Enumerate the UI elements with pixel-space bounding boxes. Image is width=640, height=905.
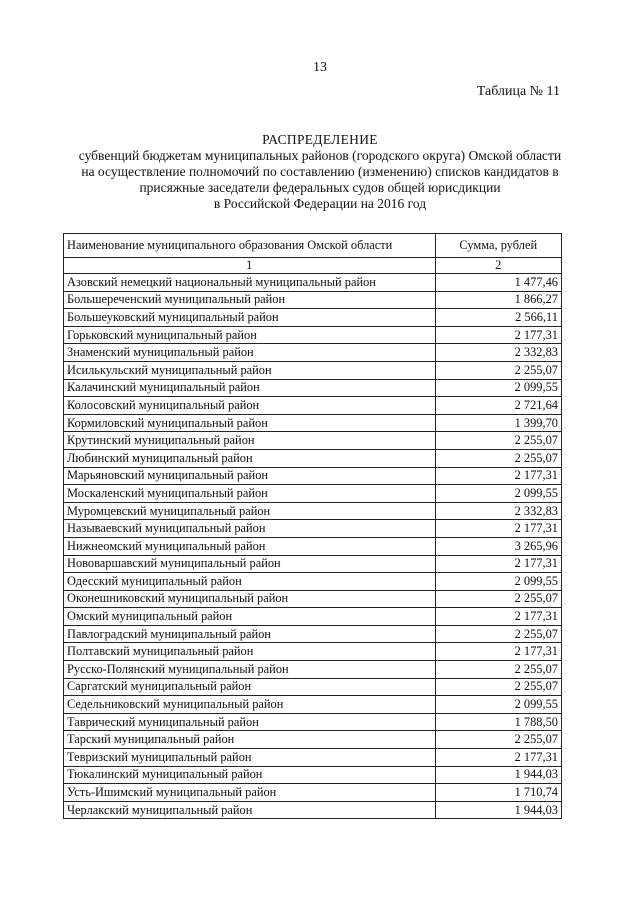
table-row [64,274,562,292]
district-name: Одесский муниципальный район [64,573,436,591]
district-name: Омский муниципальный район [64,608,436,626]
table-row [64,344,562,362]
amount-value: 2 177,31 [435,643,561,661]
district-name: Седельниковский муниципальный район [64,696,436,714]
table-row [64,520,562,538]
table-row [64,801,562,819]
district-name: Русско-Полянский муниципальный район [64,661,436,679]
table-row [64,467,562,485]
amount-value: 2 255,07 [435,590,561,608]
district-name: Крутинский муниципальный район [64,432,436,450]
amount-value: 2 099,55 [435,696,561,714]
table-row [64,608,562,626]
table-row [64,309,562,327]
amount-value: 2 566,11 [435,309,561,327]
table-label: Таблица № 11 [476,84,560,99]
amount-value: 2 177,31 [435,520,561,538]
title-line: на осуществление полномочий по составлению (изменению) списков кандидатов в [81,164,559,179]
district-name: Нововаршавский муниципальный район [64,555,436,573]
district-name: Черлакский муниципальный район [64,801,436,819]
amount-value: 2 099,55 [435,379,561,397]
table-row [64,713,562,731]
table-row [64,449,562,467]
amount-value: 2 255,07 [435,625,561,643]
district-name: Большереченский муниципальный район [64,291,436,309]
district-name: Павлоградский муниципальный район [64,625,436,643]
amount-value: 1 944,03 [435,801,561,819]
title-line: субвенций бюджетам муниципальных районов (городского округа) Омской области [78,148,562,163]
amount-value: 2 255,07 [435,449,561,467]
district-name: Тевризский муниципальный район [64,749,436,767]
table-row [64,590,562,608]
amount-value: 2 721,64 [435,397,561,415]
table-row [64,291,562,309]
district-name: Усть-Ишимский муниципальный район [64,784,436,802]
header-name: Наименование муниципального образования Омской области [64,234,436,258]
district-name: Знаменский муниципальный район [64,344,436,362]
amount-value: 2 177,31 [435,467,561,485]
district-name: Исилькульский муниципальный район [64,361,436,379]
district-name: Азовский немецкий национальный муниципальный район [64,274,436,292]
district-name: Любинский муниципальный район [64,449,436,467]
amount-value: 2 332,83 [435,502,561,520]
district-name: Тарский муниципальный район [64,731,436,749]
amount-value: 1 399,70 [435,414,561,432]
amount-value: 2 332,83 [435,344,561,362]
amount-value: 2 099,55 [435,573,561,591]
table-row [64,397,562,415]
amount-value: 1 710,74 [435,784,561,802]
table-row [64,485,562,503]
title-line: присяжные заседатели федеральных судов общей юрисдикции [139,180,501,195]
amount-value: 2 099,55 [435,485,561,503]
amount-value: 2 255,07 [435,361,561,379]
table-row [64,661,562,679]
amount-value: 1 477,46 [435,274,561,292]
amount-value: 2 177,31 [435,608,561,626]
district-name: Колосовский муниципальный район [64,397,436,415]
district-name: Калачинский муниципальный район [64,379,436,397]
district-name: Большеуковский муниципальный район [64,309,436,327]
table-row [64,749,562,767]
page-number: 13 [313,60,327,75]
table-row [64,784,562,802]
district-name: Таврический муниципальный район [64,713,436,731]
table-row [64,414,562,432]
district-name: Москаленский муниципальный район [64,485,436,503]
district-name: Тюкалинский муниципальный район [64,766,436,784]
amount-value: 2 255,07 [435,432,561,450]
distribution-table [63,233,562,819]
amount-value: 3 265,96 [435,537,561,555]
district-name: Кормиловский муниципальный район [64,414,436,432]
amount-value: 1 944,03 [435,766,561,784]
title-line: в Российской Федерации на 2016 год [213,196,427,211]
table-header-row [64,234,562,258]
table-row [64,696,562,714]
district-name: Саргатский муниципальный район [64,678,436,696]
amount-value: 2 177,31 [435,326,561,344]
district-name: Марьяновский муниципальный район [64,467,436,485]
amount-value: 2 255,07 [435,678,561,696]
table-row [64,555,562,573]
title-block [20,132,620,212]
table-row [64,625,562,643]
table-row [64,643,562,661]
amount-value: 1 788,50 [435,713,561,731]
district-name: Горьковский муниципальный район [64,326,436,344]
table-row [64,537,562,555]
column-number-row [64,258,562,274]
district-name: Оконешниковский муниципальный район [64,590,436,608]
column-number: 2 [435,258,561,274]
title-main: РАСПРЕДЕЛЕНИЕ [262,132,378,147]
table-row [64,573,562,591]
table-row [64,678,562,696]
district-name: Муромцевский муниципальный район [64,502,436,520]
amount-value: 2 255,07 [435,661,561,679]
header-sum: Сумма, рублей [435,234,561,258]
table-row [64,361,562,379]
table-row [64,766,562,784]
table-row [64,502,562,520]
district-name: Полтавский муниципальный район [64,643,436,661]
amount-value: 1 866,27 [435,291,561,309]
column-number: 1 [64,258,436,274]
amount-value: 2 177,31 [435,749,561,767]
amount-value: 2 177,31 [435,555,561,573]
table-row [64,731,562,749]
district-name: Нижнеомский муниципальный район [64,537,436,555]
table-row [64,379,562,397]
table-row [64,326,562,344]
table-row [64,432,562,450]
amount-value: 2 255,07 [435,731,561,749]
district-name: Называевский муниципальный район [64,520,436,538]
